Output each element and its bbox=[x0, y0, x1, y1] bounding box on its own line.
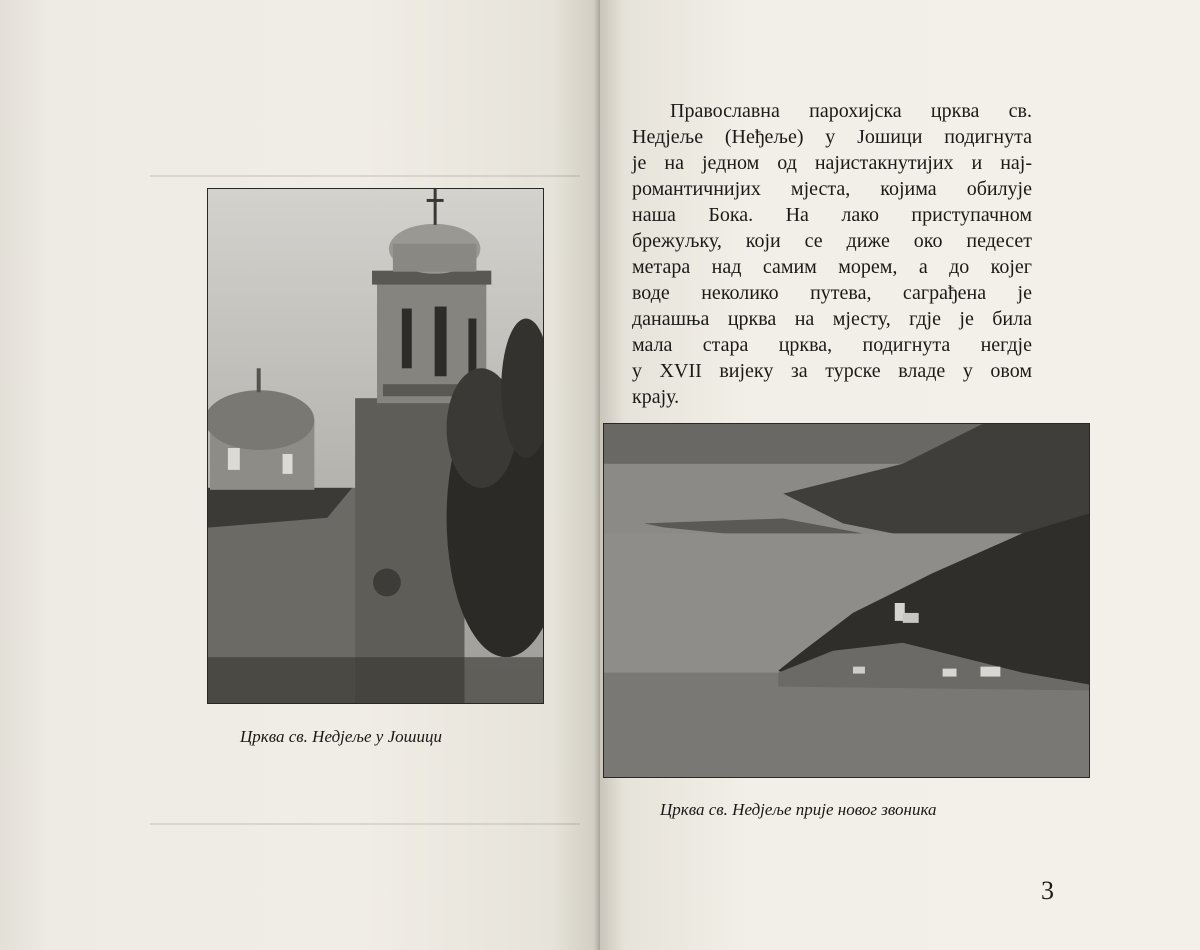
paragraph-line: у XVII вијеку за турске владе у овом bbox=[632, 360, 1032, 382]
church-photo-illustration bbox=[208, 189, 543, 703]
paragraph-line: наша Бока. На лако приступачном bbox=[632, 204, 1032, 226]
paragraph-line: брежуљку, који се диже око педесет bbox=[632, 230, 1032, 252]
paragraph-line: Православна парохијска црква св. bbox=[670, 100, 1032, 122]
paragraph-line: крају. bbox=[632, 386, 680, 408]
paragraph-line: је на једном од најистакнутијих и нај- bbox=[632, 152, 1032, 174]
paragraph-line: метара над самим морем, а до којег bbox=[632, 256, 1032, 278]
paragraph-line: Недјеље (Неђеље) у Јошици подигнута bbox=[632, 126, 1032, 148]
paragraph-line: воде неколико путева, саграђена је bbox=[632, 282, 1032, 304]
bay-photo bbox=[603, 423, 1090, 778]
bay-photo-illustration bbox=[604, 424, 1089, 777]
show-through-rule bbox=[150, 823, 580, 825]
show-through-rule bbox=[150, 175, 580, 177]
paragraph-line: мала стара црква, подигнута негдје bbox=[632, 334, 1032, 356]
page-number: 3 bbox=[1041, 876, 1054, 905]
body-paragraph bbox=[632, 98, 1032, 410]
bay-photo-caption: Црква св. Недјеље прије новог звоника bbox=[660, 800, 937, 819]
paragraph-line: романтичнијих мјеста, којима обилује bbox=[632, 178, 1032, 200]
church-photo bbox=[207, 188, 544, 704]
church-photo-caption: Црква св. Недјеље у Јошици bbox=[240, 727, 442, 746]
paragraph-line: данашња црква на мјесту, гдје је била bbox=[632, 308, 1032, 330]
